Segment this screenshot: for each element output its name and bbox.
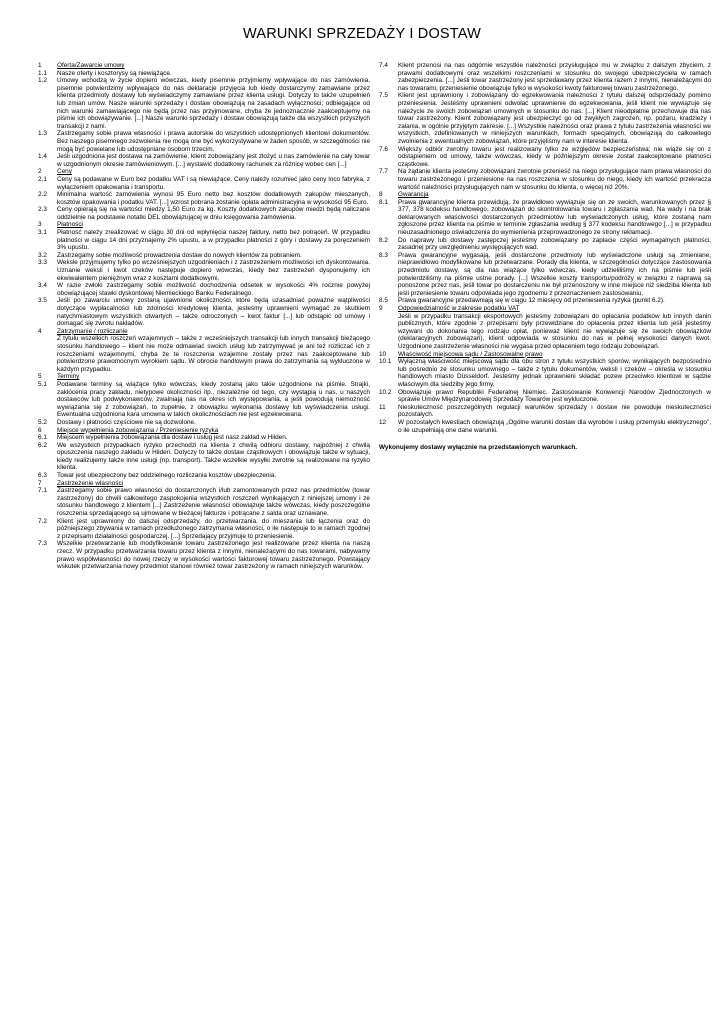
clause-number: 1.4 (38, 153, 47, 161)
section-title: Terminy (57, 373, 80, 381)
clause-number: 2 (38, 168, 42, 176)
clause-number: 5.2 (38, 418, 47, 426)
clause-number: 7.5 (379, 92, 388, 100)
section-heading (379, 191, 711, 199)
clause-number: 2.3 (38, 206, 47, 214)
clause (379, 92, 711, 145)
clause-text: Podawane terminy są wiążące tylko wówczas, kiedy zostaną jako takie uzgodnione na piśmie. Strajki, zakłócenia pracy zakładu, nietypowe okoliczności itp., niezależnie od tego, czy wystąpią u nas, u naszych dostawców lub podwykonawców, zwalniają nas na okres ich występowania, a jeśli powodują niemożność wywiązania się z zobowiązań, to zupełnie, z obowiązku wykonania dostawy lub wyświadczenia usługi. Ewentualna uzgodniona kara umowna w takich okolicznościach nie jest egzekwowana. (57, 380, 370, 419)
clause-text: Prawa gwarancyjne klienta przewidują, że prawidłowo wywiązuje się on ze swoich, warunkowanych przez § 377, 378 kodeksu handlowego, zobowiązań do skontrolowania towaru i zgłaszania wad. Na wady i na brak deklarowanych właściwości dostarczonych przedmiotów lub wyświadczonych usług, które zostaną nam zgłoszone przez klienta na piśmie w terminie zgłaszania według § 377 kodeksu handlowego [...] w przypadku nieuzasadnionego oświadczenia do wymienienia przeprowadzonego ze strony reklamacji. (398, 198, 711, 237)
clause-number: 10 (379, 350, 387, 358)
clause-text: Dostawy i płatności częściowe nie są dozwolone. (57, 418, 196, 426)
document-title: WARUNKI SPRZEDAŻY I DOSTAW (242, 26, 482, 42)
clause (379, 168, 711, 191)
clause-text: Z tytułu wszelkich roszczeń wzajemnych – także z wcześniejszych transakcji lub innych transakcji bieżącego stosunku handlowego – klient nie może odmawiać swoich usług lub zatrzymywać je ani też rozliczać ich z roszczeniami wzajemnymi, chyba że te roszczenia wzajemne zostały przez nas zaakceptowane lub potwierdzone prawomocnym wyrokiem sądu. W obrocie handlowym prawa do zatrzymania są wykluczone w każdym przypadku. (57, 335, 370, 373)
clause-text: W razie zwłoki zastrzegamy sobie możliwość dochodzenia odsetek w wysokości 4% rocznie powyżej obowiązującej stawki dyskontowej Niemieckiego Banku Federalnego. (57, 282, 370, 297)
clause (38, 229, 370, 252)
clause-text: Weksle przyjmujemy tylko po wcześniejszych uzgodnieniach i z zastrzeżeniem możliwości ich dyskontowania. Uznanie weksli i kwot czeków następuje dopiero wówczas, kiedy bez zastrzeżeń dysponujemy ich ekwiwalentem pieniężnym wraz z kosztami dodatkowymi. (57, 259, 370, 282)
clause-number: 7.2 (38, 517, 47, 525)
clause (38, 442, 370, 472)
clause-text: Wszelkie przetwarzanie lub modyfikowanie towaru zastrzeżonego jest realizowane przez klienta na naszą rzecz. W przypadku przetwarzania towaru przez klienta z innymi, nienależącymi do nas towarami, nabywamy prawo współwłasności do nowej rzeczy w wysokości wartości fakturowej towaru zastrzeżonego. Powstający wskutek przetwarzania nowy przedmiot stanowi również towar zastrzeżony w ramach niniejszych warunków. (57, 540, 370, 571)
section-heading (38, 480, 370, 488)
clause-number: 4 (38, 327, 42, 335)
section-heading (38, 328, 370, 336)
clause-number: 1.2 (38, 77, 47, 85)
clause (38, 540, 370, 570)
clause-number: 6.1 (38, 434, 47, 442)
clause-text: Ceny są podawane w Euro bez podatku VAT i są niewiążące. Ceny należy rozumieć jako ceny loco fabryka, z wyłączeniem opakowania i transportu. (57, 175, 370, 191)
clause-number: 7.7 (379, 168, 388, 176)
clause-text: Prawa gwarancyjne przedawniają się w ciągu 12 miesięcy od przeniesienia ryzyka (punkt 6.2). (398, 297, 665, 305)
clause (379, 62, 711, 92)
clause (38, 70, 370, 78)
clause (38, 77, 370, 130)
clause (38, 335, 370, 373)
clause-text: Minimalna wartość zamówienia wynosi 95 Euro netto bez kosztów dodatkowych zakupów mieszanych, kosztów opakowania i podatku VAT. [...] wzrost pobrana zostanie opłata administracyjna w wysokości 95 Euro. (57, 191, 370, 206)
clause-text: Miejscem wypełnienia zobowiązania dla dostaw i usług jest nasz zakład w Hilden. (57, 434, 288, 442)
clause-number: 3.3 (38, 259, 47, 267)
clause-text: Prawa gwarancyjne wygasają, jeśli dostarczone przedmioty lub wyświadczone usługi są zmieniane, nieprawidłowo modyfikowane lub przetwarzane. Porady dla klienta, w szczególności dotyczące zastosowania przedmiotu dostawy, są dla nas wiążące tylko wówczas, kiedy udzieliliśmy ich na piśmie lub jeśli potwierdziliśmy na piśmie ustne porady. [...] Wszelkie koszty transportu/podróży w związku z naprawą są ponoszone przez nas, jeśli towar po dostarczeniu nie był przenoszony w inne miejsce niż siedziba klienta lub jeśli przeniesienie towaru odpowiada jego zgodnemu z przeznaczeniem zastosowaniu. (398, 251, 711, 297)
clause-number: 1.1 (38, 69, 47, 77)
clause-number: 2.2 (38, 191, 47, 199)
clause (379, 389, 711, 404)
clause (38, 282, 370, 297)
clause-number: 3.1 (38, 229, 47, 237)
clause-text: Klient przenosi na nas odgórnie wszystkie należności przysługujące mu w związku z dalszym zbyciem, z prawami dodatkowymi oraz wszelkimi roszczeniami w stosunku do swojego ubezpieczyciela w ramach zabezpieczenia. [...] Jeśli towar zastrzeżony jest sprzedawany przez klienta razem z innymi, nienależącymi do nas towarami, przeniesienie obowiązuje tylko w wysokości kwoty fakturowej towaru zastrzeżonego. (398, 62, 711, 92)
clause-number: 6 (38, 426, 42, 434)
clause (38, 259, 370, 282)
clause-number: 5.1 (38, 380, 47, 388)
clause (38, 297, 370, 327)
clause (38, 487, 370, 517)
clause (379, 313, 711, 351)
clause-text: Nieskuteczność poszczególnych regulacji warunków sprzedaży i dostaw nie powoduje nieskuteczności pozostałych. (398, 403, 711, 419)
clause-text: Zastrzegamy sobie prawo własności do dostarczonych i/lub zamontowanych przez nas przedmiotów (towar zastrzeżony) do chwili całkowitego zaspokojenia wszystkich roszczeń wynikających z niniejszej umowy i ze stosunku handlowego z klientem [...] Zastrzeżenie własności obowiązuje także wówczas, kiedy poszczególne roszczenia sprzedającego są ujmowane w bieżącej fakturze i potrącane z salda oraz uznawane. (57, 487, 370, 518)
left-column (38, 62, 370, 571)
section-heading (379, 305, 711, 313)
clause-text: Jeśli uzgodniona jest dostawa na zamówienie, klient zobowiązany jest złożyć u nas zamówienie na cały towar w uzgodnionym okresie zamówieniowym. [...] wystawić dodatkowy rachunek za różnicę wobec cen [...] (57, 153, 370, 168)
clause (379, 419, 711, 434)
clause-number: 7.3 (38, 540, 47, 548)
clause-number (379, 313, 398, 351)
clause (379, 146, 711, 169)
clause (38, 176, 370, 191)
clause-number: 8.1 (379, 198, 388, 206)
section-heading (379, 351, 711, 359)
section-title: Zastrzeżenie własności (57, 479, 124, 487)
clause-number: 1 (38, 62, 42, 69)
clause-text: Nasze oferty i kosztorysy są niewiążące. (57, 69, 172, 77)
clause-number: 3.5 (38, 297, 47, 305)
clause (38, 434, 370, 442)
clause-text: Jeśli po zawarciu umowy zostaną ujawnione okoliczności, które będą uzasadniać poważne wątpliwości dotyczące wypłacalności lub zdolności kredytowej klienta, jesteśmy uprawnieni wymagać ze skutkiem natychmiastowym wszystkich otwartych – także odroczonych – kwot faktur [...] lub odstąpić od umowy i domagać się zwrotu nakładów. (57, 297, 370, 328)
section-title: Oferta/Zawarcie umowy (57, 62, 125, 69)
clause-number: 8.5 (379, 297, 388, 305)
clause (379, 199, 711, 237)
clause-text: Ceny opierają się na wartości miedzy 1,50 Euro za kg. Koszty dodatkowych zakupów miedzi będą naliczane oddzielnie na podstawie notatki DEL obowiązującej w dniu księgowania zamówienia. (57, 206, 370, 221)
section-heading (38, 373, 370, 381)
clause-number: 8 (379, 191, 383, 199)
clause-number: 1.3 (38, 130, 47, 138)
clause-number: 3.2 (38, 251, 47, 259)
clause (38, 419, 370, 427)
clause-number: 12 (379, 418, 387, 426)
clause-number: 3.4 (38, 282, 47, 290)
clause (38, 206, 370, 221)
clause (379, 297, 711, 305)
clause-number: 11 (379, 403, 386, 411)
clause-text: Klient jest uprawniony do dalszej odsprzedaży, do przetwarzania, do mieszania lub łączenia oraz do późniejszego zbywania w ramach przedłużonego zatrzymania własności, o ile następuje to w ramach zgodnej z przepisami działalności gospodarczej. [...] Sprzedający przyjmuje to przeniesienie. (57, 517, 370, 540)
clause-number: 5 (38, 373, 42, 381)
clause-number: 8.2 (379, 236, 388, 244)
clause-text: Zastrzegamy sobie prawa własności i prawa autorskie do wszystkich udostępnionych klientowi dokumentów. Bez naszego pisemnego zezwolenia nie mogą one być wykorzystywane w żaden sposób, w szczególności nie mogą być powielane lub udostępniane osobom trzecim. (57, 130, 370, 153)
clause-text: Płatność należy zrealizować w ciągu 30 dni od wpłynięcia naszej faktury, netto bez potrąceń. W przypadku płatności w ciągu 14 dni przyznajemy 2% upustu, a w przypadku płatności z góry i dostawy za poręczeniem 3% upustu. (57, 229, 370, 252)
clause-number: 8.3 (379, 251, 388, 259)
clause-text: We wszystkich przypadkach ryzyko przechodzi na klienta z chwilą odbioru dostawy, najpóźniej z chwilą opuszczenia naszego zakładu w Hilden. Dotyczy to także dostaw cząstkowych i obowiązuje także w sytuacji, kiedy realizujemy także inne usługi (np. transport). Także wszelkie wysyłki zwrotne są realizowane na ryzyko klienta. (57, 441, 370, 472)
section-title: Zatrzymanie / rozliczanie (57, 327, 128, 335)
clause-number: 10.2 (379, 388, 392, 396)
clause-number: 7.1 (38, 487, 47, 495)
clause-number: 7.6 (379, 145, 388, 153)
clause-number: 3 (38, 221, 42, 229)
section-title: Odpowiedzialność w zakresie podatku VAT (398, 305, 520, 312)
section-title: Miejsce wypełnienia zobowiązania / Przeniesienie ryzyka (57, 426, 219, 434)
clause-text: Klient jest uprawniony i zobowiązany do egzekwowania należności z tytułu dalszej odsprzedaży pomimo przeniesienia. Jesteśmy uprawnieni odwołać uprawnienie do egzekwowania, jeśli klient nie wywiązuje się należycie ze swoich zobowiązań umownych w stosunku do nas. [...] Klient nieodpłatnie przechowuje dla nas towar zastrzeżony. Klient zobowiązany jest ubezpieczyć go od zwykłych zagrożeń, np. pożaru, kradzieży i zalania, w ogólnie przyjętym zakresie. [...] Wszystkie należności oraz prawa z tytułu zastrzeżenia własności we wszystkich, zdefiniowanych w niniejszych warunkach, formach specjalnych, obowiązują do całkowitego zwolnienia z ewentualnych zobowiązań, które przyjęliśmy nam w interesie klienta. (398, 92, 711, 145)
section-title: Właściwość miejscowa sądu / Zastosowalne prawo (398, 350, 543, 358)
clause (38, 191, 370, 206)
clause-text: Obowiązuje prawo Republiki Federalnej Niemiec. Zastosowanie Konwencji Narodów Zjednoczonych w sprawie Umów Międzynarodowej Sprzedaży Towarów jest wykluczone. (398, 388, 711, 404)
clause (379, 252, 711, 298)
section-heading (38, 221, 370, 229)
clause-text: W pozostałych kwestiach obowiązują „Ogólne warunki dostaw dla wyrobów i usług przemysłu elektrycznego", o ile uzupełniają one dane warunki. (398, 418, 711, 434)
clause (38, 252, 370, 260)
clause-number: 2.1 (38, 175, 47, 183)
right-column (379, 62, 711, 452)
clause (379, 358, 711, 388)
clause (38, 130, 370, 153)
clause-number: 10.1 (379, 358, 392, 366)
clause (38, 472, 370, 480)
clause (38, 153, 370, 168)
clause (38, 381, 370, 419)
clause-number: 7 (38, 479, 42, 487)
closing-statement: Wykonujemy dostawy wyłącznie na przedstawionych warunkach. (379, 444, 578, 452)
clause-text: Umowy wchodzą w życie dopiero wówczas, kiedy pisemnie przyjmiemy wpływające do nas zamówienia, pisemnie potwierdzimy wpływające do nas deklaracje przyjęcia lub kiedy dostarczymy zamawiane przez klienta przedmioty dostawy lub wyświadczymy zamawiane przez klienta usługi. Dotyczy to także uzupełnień lub zmian umów. Nasze warunki sprzedaży i dostaw obowiązują na zasadach wyłączności; odbiegające od nich warunki zamawiającego nie będą przez nas przyjmowane, chyba że jednoznacznie zaakceptujemy na piśmie ich obowiązywanie. [...] Nasze warunki sprzedaży i dostaw obowiązują także dla wszystkich przyszłych transakcji z nami. (57, 77, 370, 130)
section-heading (38, 427, 370, 435)
clause-number: 6.2 (38, 441, 47, 449)
right-column-items (379, 62, 711, 434)
clause-text: Na żądanie klienta jesteśmy zobowiązani zwrotnie przenieść na niego przysługujące nam prawa własności do towaru zastrzeżonego i przeniesione na nas roszczenia w stosunku do niego, kiedy ich wartość przekracza wartość należności przysługujących nam w stosunku do klienta, o więcej niż 20%. (398, 168, 711, 191)
clause-number (38, 335, 57, 373)
clause-number: 6.3 (38, 472, 47, 480)
clause-text: Większy odbiór zwrotny towaru jest realizowany tylko ze względów bezpieczeństwa; nie wiąże się on z odstąpieniem od umowy, także wówczas, kiedy w późniejszym okresie został zaakceptowane płatności cząstkowe. (398, 145, 711, 168)
clause-number: 9 (379, 305, 383, 312)
clause (38, 518, 370, 541)
section-title: Gwarancja (398, 191, 429, 199)
clause-number: 7.4 (379, 62, 388, 69)
clause-text: Do naprawy lub dostawy zastępczej jesteśmy zobowiązany po zapłacie części wymagalnych płatności, zasadnej przy uwzględnieniu występujących wad. (398, 236, 711, 252)
clause (379, 237, 711, 252)
clause (379, 404, 711, 419)
clause-text: Wyłączną właściwość miejscową sądu dla obu stron z tytułu wszystkich sporów, wynikających bezpośrednio lub pośrednio ze stosunku umownego – także z tytułu dokumentów, weksli i czeków – określa w stosunku handlowych miasto Düsseldorf. Jesteśmy jednak uprawnieni składać pozew przeciwko klientowi w sądzie właściwym dla siedziby jego firmy. (398, 358, 711, 388)
section-title: Płatności (57, 221, 83, 229)
section-heading (38, 62, 370, 70)
clause-text: Towar jest ubezpieczony bez oddzielnego rozliczania kosztów ubezpieczenia. (57, 472, 277, 480)
clause-text: Zastrzegamy sobie możliwość prowadzenia dostaw do nowych klientów za pobraniem. (57, 251, 302, 259)
section-title: Ceny (57, 168, 72, 176)
section-heading (38, 168, 370, 176)
clause-text: Jeśli w przypadku transakcji eksportowych jesteśmy zobowiązani do opłacania podatków lub innych danin publicznych, które zgodnie z przepisami były przewidziane do opłacenia przez klienta lub jeśli jesteśmy wzywani do dokonania tego rodzaju opłat, ponieważ klient nie wywiązuje się ze swoich obowiązków (deklaracyjnych zobowiązań), klient odpowiada w stosunku do nas w pełnej wysokości danych kwot. Uzgodnione zastrzeżenie własności nie wygasa przed opłaceniem tego rodzaju zobowiązań. (398, 312, 711, 350)
